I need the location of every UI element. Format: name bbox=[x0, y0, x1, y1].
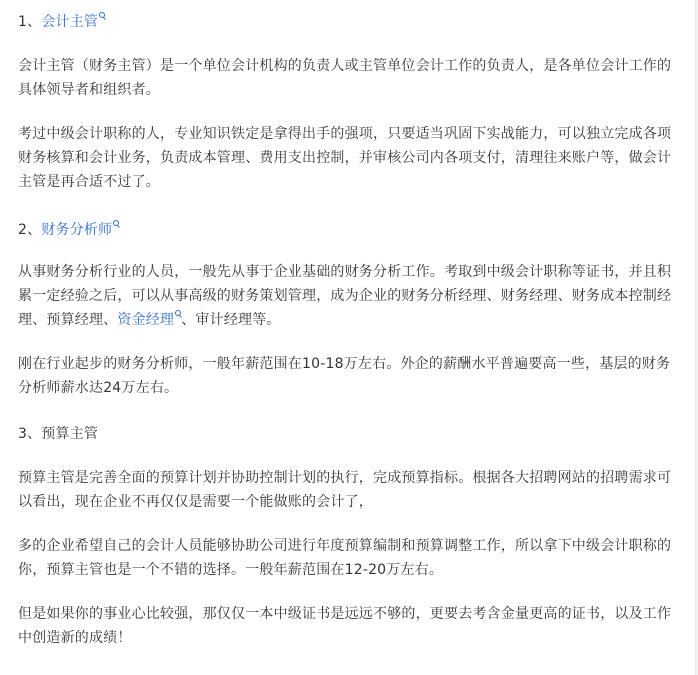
section-heading-financial-analyst bbox=[18, 218, 675, 242]
section-number: 1、 bbox=[18, 14, 42, 30]
paragraph: 多的企业希望自己的会计人员能够协助公司进行年度预算编制和预算调整工作，所以拿下中级会计职称的你，预算主管也是一个不错的选择。一般年薪范围在12-20万左右。 bbox=[18, 538, 672, 578]
paragraph-text: 从事财务分析行业的人员，一般先从事于企业基础的财务分析工作。考取到中级会计职称等证书，并且积累一定经验之后，可以从事高级的财务策划管理，成为企业的财务分析经理、财务经理、财务成本控制经理、预算经理、 bbox=[18, 264, 672, 328]
keyword-link-financial-analyst[interactable]: 财务分析师 bbox=[41, 222, 113, 238]
keyword-link-accounting-supervisor[interactable]: 会计主管 bbox=[41, 14, 99, 30]
search-icon[interactable] bbox=[175, 310, 181, 316]
paragraph: 刚在行业起步的财务分析师，一般年薪范围在10-18万左右。外企的薪酬水平普遍要高一些，基层的财务分析师薪水达24万左右。 bbox=[18, 356, 671, 396]
paragraph: 考过中级会计职称的人，专业知识铁定是拿得出手的强项，只要适当巩固下实战能力，可以独立完成各项财务核算和会计业务，负责成本管理、费用支出控制，并审核公司内各项支付，清理往来账户等，做会计主管是再合适不过了。 bbox=[18, 126, 672, 190]
paragraph: 但是如果你的事业心比较强，那仅仅一本中级证书是远远不够的，更要去考含金量更高的证书，以及工作中创造新的成绩！ bbox=[18, 606, 672, 646]
section-heading-budget-supervisor: 3、预算主管 bbox=[18, 426, 99, 442]
keyword-link-fund-manager[interactable]: 资金经理 bbox=[117, 312, 175, 328]
section-number: 2、 bbox=[18, 222, 42, 238]
search-icon[interactable] bbox=[113, 220, 119, 226]
paragraph: 会计主管（财务主管）是一个单位会计机构的负责人或主管单位会计工作的负责人，是各单位会计工作的具体领导者和组织者。 bbox=[18, 58, 672, 98]
paragraph bbox=[18, 260, 675, 332]
section-heading-accounting-supervisor bbox=[18, 10, 675, 34]
search-icon[interactable] bbox=[99, 12, 105, 18]
paragraph: 预算主管是完善全面的预算计划并协助控制计划的执行，完成预算指标。根据各大招聘网站的招聘需求可以看出，现在企业不再仅仅是需要一个能做账的会计了， bbox=[18, 470, 672, 510]
paragraph-text: 、审计经理等。 bbox=[181, 312, 281, 328]
